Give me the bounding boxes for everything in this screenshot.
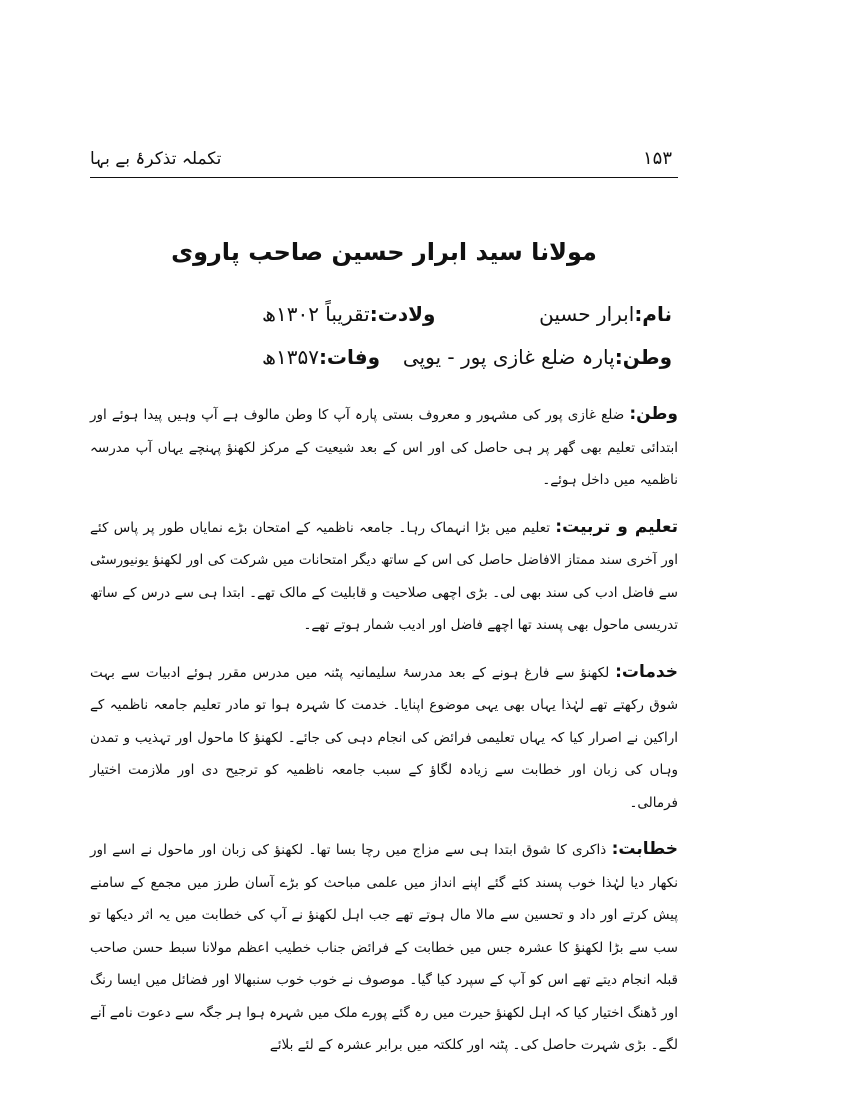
paragraph-oratory [90,833,678,1062]
paragraph-heading: خدمات: [615,661,678,682]
paragraph-heading: وطن: [629,404,678,424]
death-value: ۱۳۵۷ھ [262,345,319,369]
paragraph-services [90,656,678,820]
running-head: تکملہ تذکرۂ بے بہا [90,149,222,169]
info-row-homeland-death [90,345,678,377]
page-number: ۱۵۳ [642,148,672,169]
body-text [90,398,678,1076]
paragraph-text: لکھنؤ سے فارغ ہونے کے بعد مدرسۂ سلیمانیہ پٹنہ میں مدرس مقرر ہوئے ادبیات سے بہت شوق رکھتے تھے لہٰذا یہاں بھی یہی موضوع اپنایا۔ خدمت کا شہرہ ہوا تو مادر تعلیم جامعہ ناظمیہ کے اراکین نے اصرار کیا کہ یہاں تعلیمی فرائض کی انجام دہی کی جائے۔ لکھنؤ کا ماحول اور تہذیب و تمدن وہاں کی زبان اور خطابت سے زیادہ لگاؤ کے سبب جامعہ ناظمیہ کو ترجیح دی اور ملازمت اختیار فرمالی۔ [90,664,678,811]
page-title: مولانا سید ابرار حسین صاحب پاروی [171,238,597,266]
death-field [262,345,380,369]
page-header [90,148,678,174]
name-label: نام: [634,302,672,326]
paragraph-heading: خطابت: [611,839,678,859]
death-label: وفات: [318,345,381,369]
homeland-field [403,345,672,369]
birth-label: ولادت: [369,302,436,326]
paragraph-text: ذاکری کا شوق ابتدا ہی سے مزاج میں رچا بسا تھا۔ لکھنؤ کی زبان اور ماحول نے اسے اور نکھار دیا لہٰذا خوب پسند کئے گئے اپنے انداز میں علمی مباحث کو بڑے آسان طرز میں مجمع کے سامنے پیش کرتے اور داد و تحسین سے مالا مال ہوتے تھے جب اہل لکھنؤ نے آپ کی خطابت میں یہ اثر دیکھا تو سب سے بڑا لکھنؤ کا عشرہ جس میں خطابت کے فرائض جناب خطیب اعظم مولانا سبط حسن صاحب قبلہ انجام دیتے تھے اس کو آپ کے سپرد کیا گیا۔ موصوف نے خوب خوب سنبھالا اور فضائل میں ایسا رنگ اور ڈھنگ اختیار کیا کہ اہل لکھنؤ حیرت میں رہ گئے پورے ملک میں شہرہ ہوا ہر جگہ سے دعوت نامے آنے لگے۔ بڑی شہرت حاصل کی۔ پٹنہ اور کلکتہ میں برابر عشرہ کے لئے بلائے [90,842,678,1053]
birth-value: تقریباً ۱۳۰۲ھ [262,302,370,326]
paragraph-text: ضلع غازی پور کی مشہور و معروف بستی پارہ آپ کا وطن مالوف ہے آپ وہیں پیدا ہوئے اور ابتدائی تعلیم بھی گھر پر ہی حاصل کی اور اس کے بعد شیعیت کے مرکز لکھنؤ پہنچے یہاں آپ مدرسہ ناظمیہ میں داخل ہوئے۔ [90,407,678,488]
paragraph-education [90,511,678,642]
homeland-value: پارہ ضلع غازی پور - یوپی [402,345,615,369]
header-rule [90,177,678,178]
name-value: ابرار حسین [539,302,635,326]
name-field [539,302,672,326]
info-row-name-birth [90,302,678,334]
paragraph-heading: تعلیم و تربیت: [555,516,679,537]
birth-field [262,302,435,326]
paragraph-homeland [90,398,678,497]
homeland-label: وطن: [614,345,672,369]
paragraph-text: تعلیم میں بڑا انہماک رہا۔ جامعہ ناظمیہ کے امتحان بڑے نمایاں طور پر پاس کئے اور آخری سند ممتاز الافاضل حاصل کی اس کے ساتھ دیگر امتحانات میں شرکت کی اور لکھنؤ یونیورسٹی سے فاضل ادب کی سند بھی لی۔ بڑی اچھی صلاحیت و قابلیت کے مالک تھے۔ ابتدا ہی سے درس کے ساتھ تدریسی ماحول بھی پسند تھا اچھے فاضل اور ادیب شمار ہوتے تھے۔ [90,519,678,633]
